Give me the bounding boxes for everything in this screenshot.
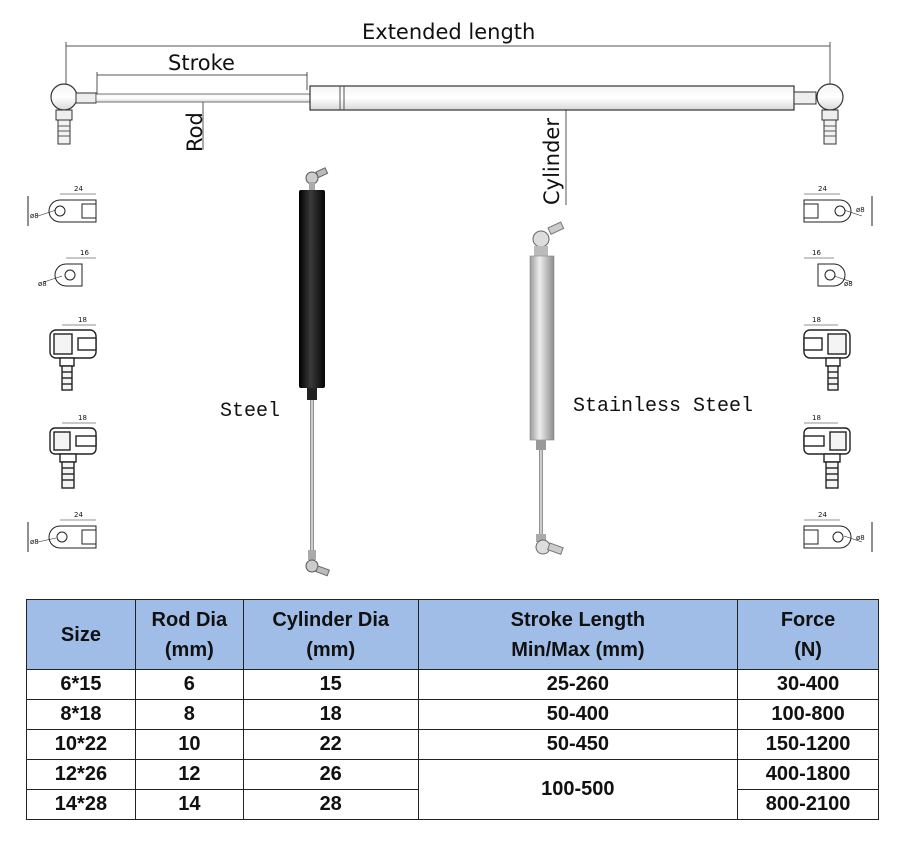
cell-stroke-length: 25-260: [418, 670, 738, 700]
cell-force: 150-1200: [738, 730, 879, 760]
cell-size: 6*15: [27, 670, 136, 700]
right-fitting-4-width: 18: [812, 414, 821, 422]
cell-size: 8*18: [27, 700, 136, 730]
steel-label: Steel: [220, 400, 281, 423]
left-fitting-3-width: 18: [78, 316, 87, 324]
cell-cylinder-dia: 18: [243, 700, 418, 730]
cell-rod-dia: 6: [135, 670, 243, 700]
cell-stroke-length-merged: 100-500: [418, 760, 738, 820]
left-fitting-clevis-2: [50, 423, 96, 488]
table-row: [27, 760, 879, 790]
cell-stroke-length: 50-450: [418, 730, 738, 760]
left-fitting-eye-24-bottom: [28, 520, 96, 552]
table-header-row: [27, 600, 879, 670]
right-fitting-2-width: 16: [812, 249, 821, 257]
left-fitting-4-width: 18: [78, 414, 87, 422]
steel-gas-spring: [299, 168, 329, 576]
cylinder-label: Cylinder: [540, 118, 564, 205]
cell-size: 14*28: [27, 790, 136, 820]
left-fitting-1-hole: ø8: [30, 212, 39, 220]
cell-size: 12*26: [27, 760, 136, 790]
right-fitting-1-width: 24: [818, 185, 827, 193]
left-fitting-1-width: 24: [74, 185, 83, 193]
cell-force: 30-400: [738, 670, 879, 700]
header-cylinder-dia: Cylinder Dia (mm): [243, 600, 418, 670]
header-size: Size: [27, 600, 136, 670]
left-fitting-clevis-1: [50, 325, 96, 390]
header-force: Force (N): [738, 600, 879, 670]
cell-rod-dia: 8: [135, 700, 243, 730]
right-fitting-1-hole: ø8: [856, 206, 865, 214]
table-row: [27, 730, 879, 760]
left-fitting-5-width: 24: [74, 511, 83, 519]
table-row: [27, 700, 879, 730]
spec-table: [26, 599, 879, 820]
cell-force: 100-800: [738, 700, 879, 730]
left-fitting-2-width: 16: [80, 249, 89, 257]
cell-force: 800-2100: [738, 790, 879, 820]
cell-rod-dia: 14: [135, 790, 243, 820]
cell-cylinder-dia: 26: [243, 760, 418, 790]
right-fitting-2-hole: ø8: [844, 280, 853, 288]
header-rod-dia: Rod Dia (mm): [135, 600, 243, 670]
cell-cylinder-dia: 22: [243, 730, 418, 760]
left-fitting-2-hole: ø8: [38, 280, 47, 288]
right-fitting-clevis-1: [804, 325, 850, 390]
header-stroke-length: Stroke Length Min/Max (mm): [418, 600, 738, 670]
cell-cylinder-dia: 28: [243, 790, 418, 820]
stainless-steel-gas-spring: [530, 222, 564, 554]
horizontal-gas-spring: [51, 84, 843, 144]
right-fitting-5-width: 24: [818, 511, 827, 519]
cell-size: 10*22: [27, 730, 136, 760]
cell-rod-dia: 10: [135, 730, 243, 760]
cell-rod-dia: 12: [135, 760, 243, 790]
extended-length-label: Extended length: [362, 20, 536, 44]
right-fitting-clevis-2: [804, 423, 850, 488]
stainless-steel-label: Stainless Steel: [573, 395, 754, 418]
left-fitting-eye-16: [44, 258, 96, 286]
right-fitting-5-hole: ø8: [856, 534, 865, 542]
cell-cylinder-dia: 15: [243, 670, 418, 700]
rod-label: Rod: [183, 112, 207, 152]
stroke-label: Stroke: [168, 51, 235, 75]
left-fitting-eye-24: [28, 194, 96, 226]
cell-stroke-length: 50-400: [418, 700, 738, 730]
extended-length-dimension: [66, 42, 830, 90]
left-fitting-5-hole: ø8: [30, 538, 39, 546]
cell-force: 400-1800: [738, 760, 879, 790]
table-row: [27, 670, 879, 700]
right-fitting-3-width: 18: [812, 316, 821, 324]
